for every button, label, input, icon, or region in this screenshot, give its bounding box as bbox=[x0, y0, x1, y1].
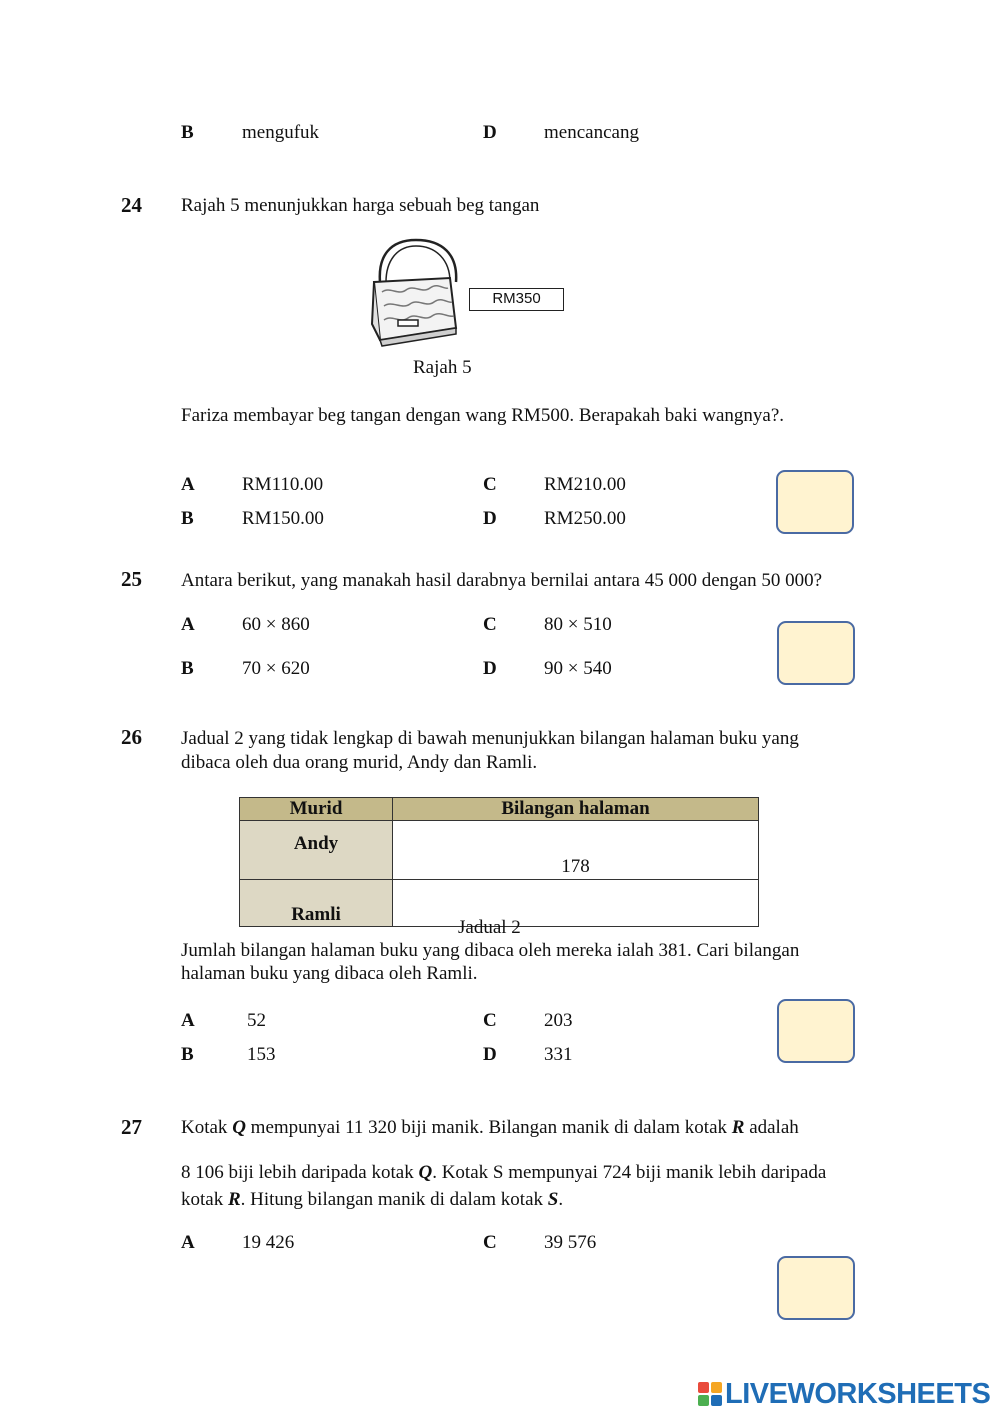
option-text-a: RM110.00 bbox=[242, 474, 324, 495]
option-letter-d: D bbox=[483, 508, 497, 529]
option-text-c: 39 576 bbox=[544, 1232, 597, 1253]
answer-box-25[interactable] bbox=[777, 621, 855, 685]
table-row bbox=[240, 821, 759, 880]
question-27-text-line3 bbox=[181, 1189, 563, 1211]
option-letter-b: B bbox=[181, 122, 194, 143]
table-caption-jadual-2: Jadual 2 bbox=[458, 917, 521, 938]
option-text-c: RM210.00 bbox=[544, 474, 626, 495]
text-segment: kotak bbox=[181, 1189, 228, 1210]
text-segment: Kotak bbox=[181, 1117, 233, 1138]
answer-box-26[interactable] bbox=[777, 999, 855, 1063]
liveworksheets-logo[interactable] bbox=[698, 1377, 990, 1411]
box-label-q: Q bbox=[418, 1162, 433, 1183]
option-text-b: mengufuk bbox=[242, 122, 320, 143]
text-segment: 8 106 biji lebih daripada kotak bbox=[181, 1162, 419, 1183]
option-text-d: mencancang bbox=[544, 122, 639, 143]
option-letter-a: A bbox=[181, 614, 195, 635]
text-segment: mempunyai 11 320 biji manik. Bilangan manik di dalam kotak bbox=[245, 1117, 732, 1138]
text-segment: . Kotak S mempunyai 724 biji manik lebih daripada bbox=[432, 1162, 827, 1183]
table-header-bilangan-halaman: Bilangan halaman bbox=[393, 798, 759, 821]
question-24-text: Rajah 5 menunjukkan harga sebuah beg tangan bbox=[181, 195, 540, 216]
table-cell-value: 178 bbox=[393, 821, 759, 880]
price-tag: RM350 bbox=[469, 288, 564, 311]
logo-grid-icon bbox=[698, 1382, 722, 1406]
box-label-r: R bbox=[227, 1189, 241, 1210]
option-letter-a: A bbox=[181, 474, 195, 495]
question-26-prompt-line2: halaman buku yang dibaca oleh Ramli. bbox=[181, 963, 478, 984]
option-text-d: 90 × 540 bbox=[544, 658, 612, 679]
table-cell-value-empty bbox=[393, 880, 759, 927]
question-24-prompt: Fariza membayar beg tangan dengan wang RM500. Berapakah baki wangnya?. bbox=[181, 405, 785, 426]
question-26-prompt-line1: Jumlah bilangan halaman buku yang dibaca oleh mereka ialah 381. Cari bilangan bbox=[181, 940, 800, 961]
option-letter-c: C bbox=[483, 474, 497, 495]
option-text-b: 70 × 620 bbox=[242, 658, 310, 679]
jadual-2-table bbox=[239, 797, 759, 927]
option-text-a: 52 bbox=[247, 1010, 266, 1031]
question-number-24: 24 bbox=[121, 193, 142, 217]
logo-text: LIVEWORKSHEETS bbox=[725, 1377, 991, 1410]
question-number-26: 26 bbox=[121, 725, 142, 749]
option-text-b: 153 bbox=[247, 1044, 276, 1065]
text-segment: adalah bbox=[744, 1117, 799, 1138]
question-27-text-line2 bbox=[181, 1162, 826, 1184]
text-segment: . Hitung bilangan manik di dalam kotak bbox=[240, 1189, 548, 1210]
option-letter-b: B bbox=[181, 508, 194, 529]
option-letter-d: D bbox=[483, 1044, 497, 1065]
question-number-27: 27 bbox=[121, 1115, 142, 1139]
option-text-d: RM250.00 bbox=[544, 508, 626, 529]
option-text-c: 203 bbox=[544, 1010, 573, 1031]
box-label-s: S bbox=[547, 1189, 559, 1210]
question-26-text-line1: Jadual 2 yang tidak lengkap di bawah menunjukkan bilangan halaman buku yang bbox=[181, 728, 799, 749]
table-header-murid: Murid bbox=[240, 798, 393, 821]
table-cell-name: Andy bbox=[240, 821, 393, 880]
answer-box-27[interactable] bbox=[777, 1256, 855, 1320]
option-text-a: 60 × 860 bbox=[242, 614, 310, 635]
option-letter-b: B bbox=[181, 1044, 194, 1065]
handbag-image bbox=[368, 236, 464, 352]
option-text-a: 19 426 bbox=[242, 1232, 295, 1253]
answer-box-24[interactable] bbox=[776, 470, 854, 534]
figure-caption-rajah-5: Rajah 5 bbox=[413, 357, 472, 378]
option-letter-d: D bbox=[483, 658, 497, 679]
option-text-b: RM150.00 bbox=[242, 508, 324, 529]
box-label-r: R bbox=[731, 1117, 745, 1138]
option-letter-d: D bbox=[483, 122, 497, 143]
option-letter-c: C bbox=[483, 614, 497, 635]
question-25-text: Antara berikut, yang manakah hasil darabnya bernilai antara 45 000 dengan 50 000? bbox=[181, 570, 823, 591]
question-number-25: 25 bbox=[121, 567, 142, 591]
question-26-text-line2: dibaca oleh dua orang murid, Andy dan Ramli. bbox=[181, 752, 538, 773]
option-letter-b: B bbox=[181, 658, 194, 679]
option-letter-c: C bbox=[483, 1232, 497, 1253]
option-letter-a: A bbox=[181, 1232, 195, 1253]
option-text-d: 331 bbox=[544, 1044, 573, 1065]
option-letter-c: C bbox=[483, 1010, 497, 1031]
option-text-c: 80 × 510 bbox=[544, 614, 612, 635]
option-letter-a: A bbox=[181, 1010, 195, 1031]
box-label-q: Q bbox=[232, 1117, 246, 1138]
text-segment: . bbox=[558, 1189, 564, 1210]
question-27-text-line1 bbox=[181, 1117, 799, 1139]
table-cell-name: Ramli bbox=[240, 880, 393, 927]
